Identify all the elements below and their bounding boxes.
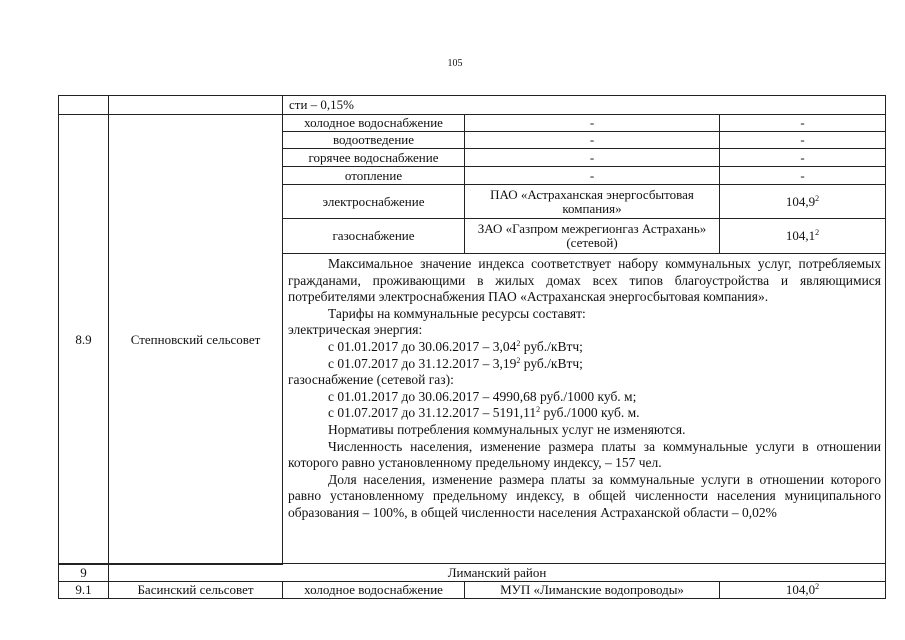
row-91-provider: [464, 581, 720, 599]
service-name: газоснабжение: [332, 228, 415, 243]
index-cell: [719, 184, 886, 219]
provider-cell: [464, 218, 720, 254]
provider-name: -: [589, 167, 595, 183]
gas-label: газоснабжение (сетевой газ):: [288, 372, 454, 388]
service-name: холодное водоснабжение: [304, 115, 443, 130]
row-91-service-text: холодное водоснабжение: [304, 582, 443, 597]
description-paragraph: Максимальное значение индекса соответствует набору коммунальных услуг, потребляемых гражданами, проживающими в жилых домах всех типов благоустройства и являющимися потребителями электроснабжения ПАО «Астраханская энергосбытовая компания».: [288, 256, 881, 305]
electricity-tariff: [288, 356, 881, 373]
description-paragraph: Доля населения, изменение размера платы за коммунальные услуги в отношении которого равно установленному предельному индексу, в общей численности населения муниципального образования – 100%, в общей численности населения Астраханской области – 0,02%: [288, 471, 881, 520]
top-num-cell: [58, 95, 109, 115]
index-cell: [719, 218, 886, 254]
section-9-number-text: 9: [80, 564, 87, 580]
service-cell: [282, 184, 465, 219]
index-cell: [719, 166, 886, 185]
provider-cell: [464, 114, 720, 132]
gas-tariff: с 01.01.2017 до 30.06.2017 – 4990,68 руб./1000 куб. м;: [328, 388, 637, 404]
index-value: 104,9: [785, 193, 816, 209]
section-9-title-text: Лиманский район: [447, 564, 547, 580]
section-9-number: [58, 563, 109, 582]
index-cell: [719, 114, 886, 132]
section-89-description: [282, 253, 886, 564]
tariff-unit: руб./1000 куб. м.: [540, 405, 640, 421]
index-value: -: [800, 149, 805, 165]
service-cell: [282, 131, 465, 149]
top-fragment-text: сти – 0,15%: [289, 97, 354, 112]
tariff-footnote: 2: [536, 405, 541, 415]
provider-name: ЗАО «Газпром межрегионгаз Астрахань» (сетевой): [477, 221, 707, 250]
description-paragraph: Тарифы на коммунальные ресурсы составят:: [328, 305, 586, 321]
provider-name: -: [589, 115, 595, 130]
provider-cell: [464, 148, 720, 167]
tariff-footnote: 2: [516, 355, 521, 365]
index-value: -: [800, 115, 805, 130]
section-9-title: [108, 563, 886, 582]
row-91-municipality: [108, 581, 283, 599]
tariff-text: с 01.07.2017 до 31.12.2017 – 3,19: [328, 355, 517, 371]
provider-name: ПАО «Астраханская энергосбытовая компания»: [490, 186, 694, 216]
provider-cell: [464, 131, 720, 149]
section-89-number-text: 8.9: [75, 331, 92, 347]
description-paragraph: Нормативы потребления коммунальных услуг не изменяются.: [328, 421, 686, 437]
index-value: -: [800, 167, 805, 183]
index-footnote: 2: [815, 193, 820, 203]
tariff-text: с 01.01.2017 до 30.06.2017 – 3,04: [328, 338, 517, 354]
gas-tariff: [288, 405, 881, 422]
tariff-unit: руб./кВтч;: [520, 355, 583, 371]
service-cell: [282, 166, 465, 185]
service-name: водоотведение: [332, 132, 415, 147]
row-91-number: [58, 581, 109, 599]
service-cell: [282, 148, 465, 167]
service-cell: [282, 114, 465, 132]
row-91-number-text: 9.1: [75, 582, 92, 597]
index-cell: [719, 148, 886, 167]
row-91-service: [282, 581, 465, 599]
provider-cell: [464, 166, 720, 185]
row-91-municipality-text: Басинский сельсовет: [137, 582, 254, 597]
row-91-provider-text: МУП «Лиманские водопроводы»: [500, 582, 684, 597]
provider-name: -: [589, 149, 595, 165]
provider-cell: [464, 184, 720, 219]
top-muni-cell: [108, 95, 283, 115]
description-paragraph: Численность населения, изменение размера платы за коммунальные услуги в отношении которого равно установленному предельному индексу, – 157 чел.: [288, 438, 881, 471]
section-89-municipality: [108, 114, 283, 565]
section-89-number: [58, 114, 109, 565]
index-value: 104,1: [785, 228, 816, 243]
index-value: -: [800, 132, 805, 147]
service-cell: [282, 218, 465, 254]
tariff-footnote: 2: [516, 338, 521, 348]
row-91-index: [719, 581, 886, 599]
top-fragment-cell: [282, 95, 886, 115]
row-91-index-footnote: 2: [815, 582, 820, 591]
electricity-label: электрическая энергия:: [288, 322, 423, 338]
section-89-municipality-text: Степновский сельсовет: [130, 331, 261, 347]
page-number: 105: [447, 58, 463, 69]
electricity-tariff: [288, 339, 881, 356]
index-footnote: 2: [815, 228, 820, 237]
tariff-unit: руб./кВтч;: [520, 338, 583, 354]
provider-name: -: [589, 132, 595, 147]
index-cell: [719, 131, 886, 149]
tariff-text: с 01.07.2017 до 31.12.2017 – 5191,11: [328, 405, 537, 421]
row-91-index-value: 104,0: [785, 582, 816, 597]
service-name: горячее водоснабжение: [308, 149, 439, 165]
service-name: электроснабжение: [322, 193, 425, 209]
service-name: отопление: [344, 167, 403, 183]
